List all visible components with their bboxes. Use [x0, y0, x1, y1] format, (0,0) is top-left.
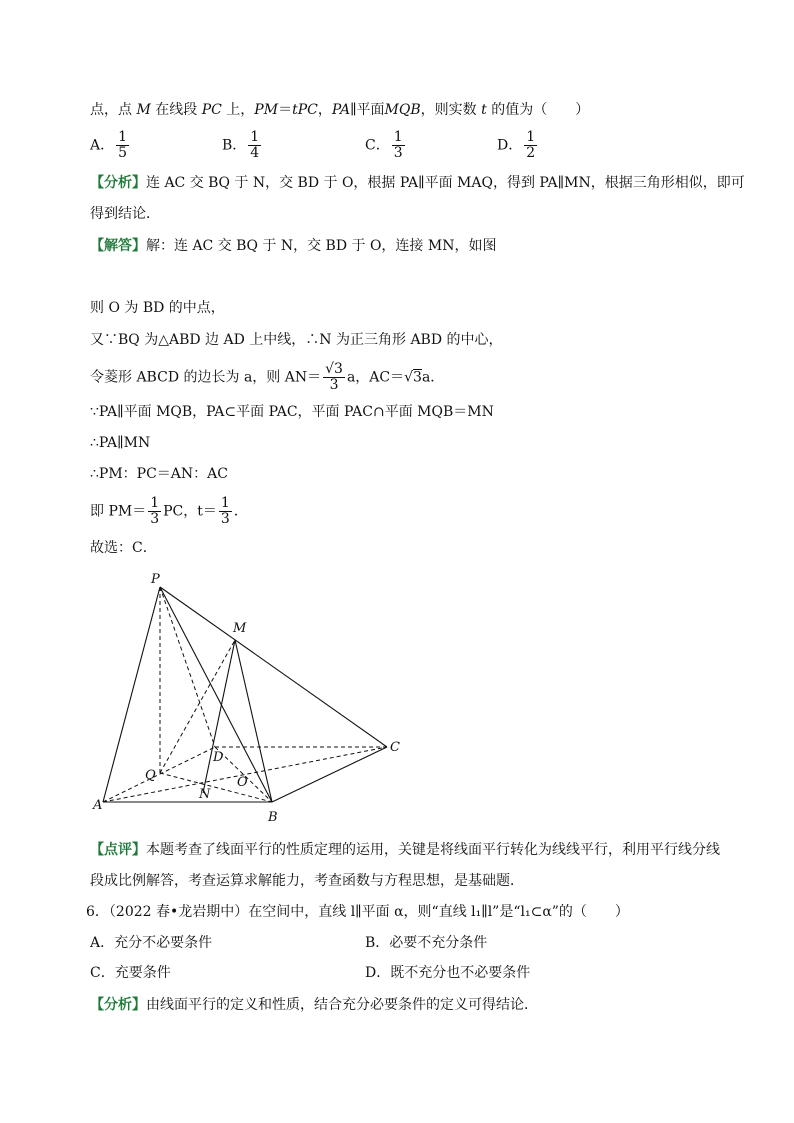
label-Q: Q	[145, 768, 156, 783]
label-C: C	[390, 740, 400, 755]
q6-option-b: B．必要不充分条件	[365, 935, 488, 951]
q6-option-c: C．充要条件	[90, 965, 171, 981]
q5-option-c: C． $\frac{1}{3}$	[365, 129, 403, 161]
edge-PC	[160, 587, 387, 747]
label-O: O	[237, 775, 248, 790]
solution-line-5: ∴PA∥MN	[90, 435, 151, 451]
q6-option-d: D．既不充分也不必要条件	[365, 965, 531, 981]
label-M: M	[233, 621, 247, 636]
label-B: B	[268, 810, 278, 825]
solution-line-8: 故选：C．	[90, 540, 157, 556]
edge-QB	[160, 773, 272, 802]
solution-line-4: ∵PA∥平面 MQB，PA⊂平面 PAC，平面 PAC∩平面 MQB＝MN	[90, 404, 494, 420]
edge-PD	[160, 587, 215, 747]
q5-option-d: D． $\frac{1}{2}$	[497, 129, 536, 161]
q5-option-a: A． $\frac{1}{5}$	[90, 129, 128, 161]
solution-line-6: ∴PM：PC＝AN：AC	[90, 466, 228, 482]
q5-option-b: B． $\frac{1}{4}$	[222, 129, 260, 161]
solution-line-3: 令菱形 ABCD 的边长为 a，则 AN＝ $\frac{√3}{3}$ a，AC＝√3a．	[90, 361, 445, 393]
q5-comment-cont: 段成比例解答，考查运算求解能力，考查函数与方程思想，是基础题．	[90, 873, 524, 889]
label-A: A	[93, 798, 103, 813]
pyramid-figure	[85, 565, 415, 830]
q5-analysis-cont: 得到结论．	[90, 206, 160, 222]
label-P: P	[151, 572, 160, 587]
solution-line-1: 则 O 为 BD 的中点，	[90, 300, 225, 316]
q5-solution: 【解答】解：连 AC 交 BQ 于 N，交 BD 于 O，连接 MN，如图	[90, 238, 497, 254]
edge-BC	[272, 747, 387, 802]
q5-comment: 【点评】本题考查了线面平行的性质定理的运用，关键是将线面平行转化为线线平行，利用平行线分线	[90, 842, 720, 858]
q6-stem: 6．（2022 春•龙岩期中）在空间中，直线 l∥平面 α，则“直线 l₁∥l”是“l₁⊂α”的（ ）	[86, 904, 629, 920]
edge-PB	[160, 587, 272, 802]
label-D: D	[213, 750, 224, 765]
solution-line-7: 即 PM＝ $\frac{1}{3}$ PC，t＝ $\frac{1}{3}$ ．	[90, 495, 248, 527]
label-N: N	[199, 787, 211, 802]
q5-stem: 点，点 M 在线段 PC 上，PM＝tPC，PA∥平面MQB，则实数 t 的值为（ ）	[90, 102, 590, 118]
q6-option-a: A．充分不必要条件	[90, 935, 213, 951]
q5-analysis: 【分析】连 AC 交 BQ 于 N，交 BD 于 O，根据 PA∥平面 MAQ，得到 PA∥MN，根据三角形相似，即可	[90, 175, 745, 191]
edge-MN	[203, 640, 235, 793]
q6-analysis: 【分析】由线面平行的定义和性质，结合充分必要条件的定义可得结论．	[90, 997, 538, 1013]
solution-line-2: 又∵BQ 为△ABD 边 AD 上中线，∴N 为正三角形 ABD 的中心，	[90, 332, 503, 348]
